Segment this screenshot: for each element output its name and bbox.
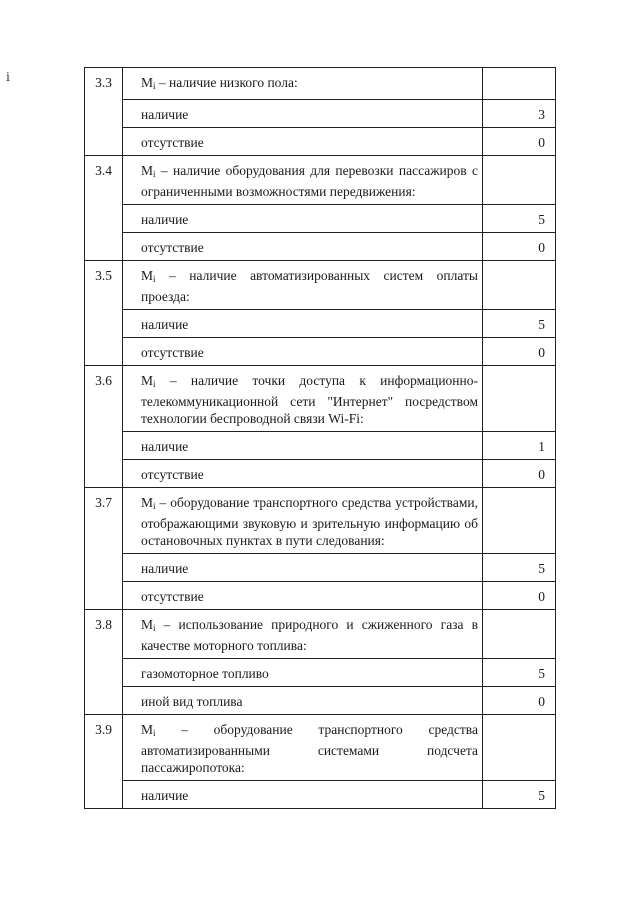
- section-value-empty: [483, 715, 556, 781]
- option-label: отсутствие: [123, 233, 483, 261]
- option-value: 1: [483, 432, 556, 460]
- section-number: 3.3: [85, 68, 123, 156]
- indicator-subscript: i: [153, 81, 156, 91]
- section-value-empty: [483, 610, 556, 659]
- option-row: [85, 460, 556, 488]
- option-row: [85, 338, 556, 366]
- section-value-empty: [483, 366, 556, 432]
- description-text: – наличие автоматизированных систем оплаты проезда:: [141, 268, 478, 304]
- option-row: [85, 100, 556, 128]
- option-value: 5: [483, 205, 556, 233]
- option-row: [85, 310, 556, 338]
- section-header-row: [85, 610, 556, 659]
- option-value: 0: [483, 338, 556, 366]
- option-row: [85, 205, 556, 233]
- section-description: [123, 366, 483, 432]
- option-row: [85, 233, 556, 261]
- section-number: 3.5: [85, 261, 123, 366]
- option-value: 0: [483, 128, 556, 156]
- description-text: – наличие оборудования для перевозки пассажиров с ограниченными возможностями передвижения:: [141, 163, 478, 199]
- option-label: наличие: [123, 554, 483, 582]
- margin-mark: ⅰ: [6, 70, 10, 84]
- indicator-subscript: i: [153, 501, 156, 511]
- section-value-empty: [483, 261, 556, 310]
- section-header-row: [85, 488, 556, 554]
- section-number: 3.9: [85, 715, 123, 809]
- option-value: 5: [483, 554, 556, 582]
- description-text: – наличие точки доступа к информационно-телекоммуникационной сети "Интернет" посредством технологии беспроводной связи Wi-Fi:: [141, 373, 478, 426]
- option-row: [85, 128, 556, 156]
- option-label: газомоторное топливо: [123, 659, 483, 687]
- option-label: иной вид топлива: [123, 687, 483, 715]
- description-text: – наличие низкого пола:: [155, 75, 298, 90]
- section-number: 3.4: [85, 156, 123, 261]
- section-header-row: [85, 366, 556, 432]
- option-label: наличие: [123, 100, 483, 128]
- option-label: наличие: [123, 432, 483, 460]
- option-label: отсутствие: [123, 460, 483, 488]
- indicator-subscript: i: [153, 274, 156, 284]
- section-description: [123, 261, 483, 310]
- option-value: 5: [483, 310, 556, 338]
- option-label: наличие: [123, 310, 483, 338]
- section-number: 3.8: [85, 610, 123, 715]
- section-description: [123, 68, 483, 100]
- option-label: отсутствие: [123, 128, 483, 156]
- indicator-symbol: M: [141, 75, 154, 90]
- option-row: [85, 687, 556, 715]
- option-row: [85, 582, 556, 610]
- section-header-row: [85, 261, 556, 310]
- option-row: [85, 659, 556, 687]
- option-value: 5: [483, 659, 556, 687]
- indicator-subscript: i: [153, 728, 156, 738]
- indicator-subscript: i: [153, 623, 156, 633]
- indicator-subscript: i: [153, 379, 156, 389]
- option-row: [85, 781, 556, 809]
- description-text: – оборудование транспортного средства устройствами, отображающими звуковую и зрительную информацию об остановочных пунктах в пути следования:: [141, 495, 478, 548]
- option-value: 3: [483, 100, 556, 128]
- criteria-table: [84, 67, 556, 809]
- indicator-symbol: M: [141, 268, 154, 283]
- option-label: наличие: [123, 205, 483, 233]
- indicator-symbol: M: [141, 495, 154, 510]
- option-value: 0: [483, 582, 556, 610]
- description-text: – оборудование транспортного средства автоматизированными системами подсчета пассажиропотока:: [141, 722, 478, 775]
- description-text: – использование природного и сжиженного газа в качестве моторного топлива:: [141, 617, 478, 653]
- section-description: [123, 715, 483, 781]
- option-value: 0: [483, 233, 556, 261]
- option-label: наличие: [123, 781, 483, 809]
- section-header-row: [85, 715, 556, 781]
- option-row: [85, 432, 556, 460]
- section-number: 3.7: [85, 488, 123, 610]
- section-description: [123, 156, 483, 205]
- option-label: отсутствие: [123, 582, 483, 610]
- section-value-empty: [483, 156, 556, 205]
- section-value-empty: [483, 488, 556, 554]
- indicator-symbol: M: [141, 373, 154, 388]
- option-label: отсутствие: [123, 338, 483, 366]
- section-description: [123, 610, 483, 659]
- indicator-symbol: M: [141, 163, 154, 178]
- indicator-symbol: M: [141, 722, 154, 737]
- section-value-empty: [483, 68, 556, 100]
- section-number: 3.6: [85, 366, 123, 488]
- indicator-symbol: M: [141, 617, 154, 632]
- option-row: [85, 554, 556, 582]
- section-header-row: [85, 68, 556, 100]
- option-value: 5: [483, 781, 556, 809]
- section-header-row: [85, 156, 556, 205]
- indicator-subscript: i: [153, 169, 156, 179]
- section-description: [123, 488, 483, 554]
- option-value: 0: [483, 687, 556, 715]
- option-value: 0: [483, 460, 556, 488]
